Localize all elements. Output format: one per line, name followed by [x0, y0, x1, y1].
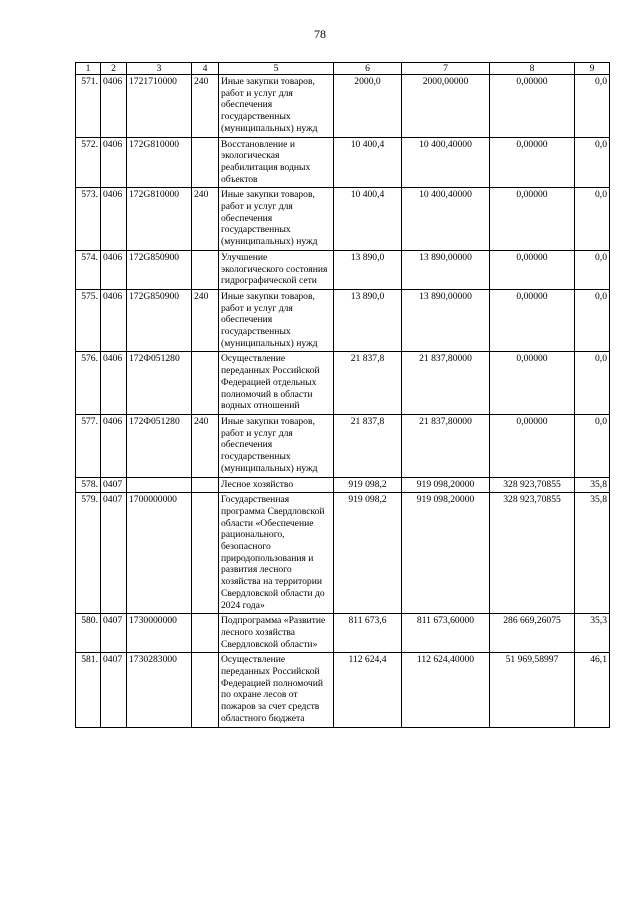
execution-percent: 35,8 — [575, 477, 610, 493]
expense-type-code: 240 — [192, 75, 219, 138]
planned-amount: 10 400,40000 — [402, 188, 490, 251]
approved-amount: 13 890,0 — [334, 289, 402, 352]
column-header: 8 — [490, 63, 575, 75]
item-name: Иные закупки товаров, работ и услуг для обеспечения государственных (муниципальных) нужд — [219, 188, 334, 251]
planned-amount: 112 624,40000 — [402, 653, 490, 727]
column-header: 5 — [219, 63, 334, 75]
section-code: 0406 — [101, 352, 127, 415]
budget-table — [75, 62, 610, 728]
expense-type-code — [192, 137, 219, 188]
executed-amount: 51 969,58997 — [490, 653, 575, 727]
approved-amount: 21 837,8 — [334, 414, 402, 477]
target-article-code: 172Ф051280 — [127, 352, 192, 415]
section-code: 0406 — [101, 75, 127, 138]
expense-type-code: 240 — [192, 289, 219, 352]
column-header: 4 — [192, 63, 219, 75]
execution-percent: 0,0 — [575, 188, 610, 251]
table-row — [76, 137, 610, 188]
section-code: 0406 — [101, 137, 127, 188]
item-name: Государственная программа Свердловской области «Обеспечение рационального, безопасного природопользования и развития лесного хозяйства на территории Свердловской области до 2024 года» — [219, 493, 334, 614]
execution-percent: 35,3 — [575, 614, 610, 653]
table-row — [76, 653, 610, 727]
approved-amount: 811 673,6 — [334, 614, 402, 653]
column-header: 2 — [101, 63, 127, 75]
approved-amount: 10 400,4 — [334, 188, 402, 251]
page-number: 78 — [314, 27, 326, 41]
execution-percent: 0,0 — [575, 352, 610, 415]
approved-amount: 13 890,0 — [334, 250, 402, 289]
executed-amount: 0,00000 — [490, 352, 575, 415]
table-row — [76, 289, 610, 352]
section-code: 0406 — [101, 188, 127, 251]
planned-amount: 919 098,20000 — [402, 493, 490, 614]
approved-amount: 112 624,4 — [334, 653, 402, 727]
planned-amount: 13 890,00000 — [402, 250, 490, 289]
section-code: 0407 — [101, 477, 127, 493]
expense-type-code — [192, 653, 219, 727]
target-article-code: 172G850900 — [127, 289, 192, 352]
table-row — [76, 493, 610, 614]
execution-percent: 35,8 — [575, 493, 610, 614]
target-article-code — [127, 477, 192, 493]
execution-percent: 0,0 — [575, 289, 610, 352]
section-code: 0406 — [101, 414, 127, 477]
executed-amount: 328 923,70855 — [490, 493, 575, 614]
planned-amount: 13 890,00000 — [402, 289, 490, 352]
target-article-code: 172Ф051280 — [127, 414, 192, 477]
executed-amount: 286 669,26075 — [490, 614, 575, 653]
row-number: 580. — [76, 614, 101, 653]
expense-type-code: 240 — [192, 188, 219, 251]
item-name: Иные закупки товаров, работ и услуг для обеспечения государственных (муниципальных) нужд — [219, 75, 334, 138]
planned-amount: 2000,00000 — [402, 75, 490, 138]
column-header: 3 — [127, 63, 192, 75]
row-number: 576. — [76, 352, 101, 415]
item-name: Иные закупки товаров, работ и услуг для обеспечения государственных (муниципальных) нужд — [219, 289, 334, 352]
row-number: 574. — [76, 250, 101, 289]
item-name: Восстановление и экологическая реабилитация водных объектов — [219, 137, 334, 188]
execution-percent: 0,0 — [575, 137, 610, 188]
row-number: 572. — [76, 137, 101, 188]
table-row — [76, 352, 610, 415]
approved-amount: 10 400,4 — [334, 137, 402, 188]
planned-amount: 21 837,80000 — [402, 414, 490, 477]
section-code: 0407 — [101, 614, 127, 653]
table-row — [76, 188, 610, 251]
row-number: 577. — [76, 414, 101, 477]
item-name: Осуществление переданных Российской Федерацией отдельных полномочий в области водных отношений — [219, 352, 334, 415]
execution-percent: 0,0 — [575, 250, 610, 289]
planned-amount: 919 098,20000 — [402, 477, 490, 493]
execution-percent: 0,0 — [575, 414, 610, 477]
planned-amount: 21 837,80000 — [402, 352, 490, 415]
row-number: 579. — [76, 493, 101, 614]
table-row — [76, 250, 610, 289]
execution-percent: 46,1 — [575, 653, 610, 727]
execution-percent: 0,0 — [575, 75, 610, 138]
expense-type-code — [192, 493, 219, 614]
item-name: Подпрограмма «Развитие лесного хозяйства Свердловской области» — [219, 614, 334, 653]
row-number: 581. — [76, 653, 101, 727]
item-name: Осуществление переданных Российской Федерацией полномочий по охране лесов от пожаров за счет средств областного бюджета — [219, 653, 334, 727]
item-name: Лесное хозяйство — [219, 477, 334, 493]
approved-amount: 919 098,2 — [334, 493, 402, 614]
expense-type-code — [192, 614, 219, 653]
executed-amount: 328 923,70855 — [490, 477, 575, 493]
target-article-code: 1721710000 — [127, 75, 192, 138]
approved-amount: 21 837,8 — [334, 352, 402, 415]
target-article-code: 1730000000 — [127, 614, 192, 653]
column-header: 1 — [76, 63, 101, 75]
planned-amount: 811 673,60000 — [402, 614, 490, 653]
column-header: 7 — [402, 63, 490, 75]
section-code: 0406 — [101, 250, 127, 289]
expense-type-code: 240 — [192, 414, 219, 477]
approved-amount: 2000,0 — [334, 75, 402, 138]
target-article-code: 172G810000 — [127, 137, 192, 188]
row-number: 578. — [76, 477, 101, 493]
expense-type-code — [192, 477, 219, 493]
section-code: 0406 — [101, 289, 127, 352]
item-name: Иные закупки товаров, работ и услуг для обеспечения государственных (муниципальных) нужд — [219, 414, 334, 477]
row-number: 575. — [76, 289, 101, 352]
table-row — [76, 614, 610, 653]
approved-amount: 919 098,2 — [334, 477, 402, 493]
column-header: 9 — [575, 63, 610, 75]
item-name: Улучшение экологического состояния гидрографической сети — [219, 250, 334, 289]
header-row — [76, 63, 610, 75]
row-number: 573. — [76, 188, 101, 251]
planned-amount: 10 400,40000 — [402, 137, 490, 188]
target-article-code: 1700000000 — [127, 493, 192, 614]
section-code: 0407 — [101, 653, 127, 727]
table-row — [76, 414, 610, 477]
executed-amount: 0,00000 — [490, 250, 575, 289]
target-article-code: 172G810000 — [127, 188, 192, 251]
target-article-code: 1730283000 — [127, 653, 192, 727]
column-header: 6 — [334, 63, 402, 75]
row-number: 571. — [76, 75, 101, 138]
section-code: 0407 — [101, 493, 127, 614]
table-row — [76, 75, 610, 138]
target-article-code: 172G850900 — [127, 250, 192, 289]
table-row — [76, 477, 610, 493]
executed-amount: 0,00000 — [490, 414, 575, 477]
executed-amount: 0,00000 — [490, 137, 575, 188]
expense-type-code — [192, 352, 219, 415]
executed-amount: 0,00000 — [490, 75, 575, 138]
executed-amount: 0,00000 — [490, 188, 575, 251]
executed-amount: 0,00000 — [490, 289, 575, 352]
expense-type-code — [192, 250, 219, 289]
